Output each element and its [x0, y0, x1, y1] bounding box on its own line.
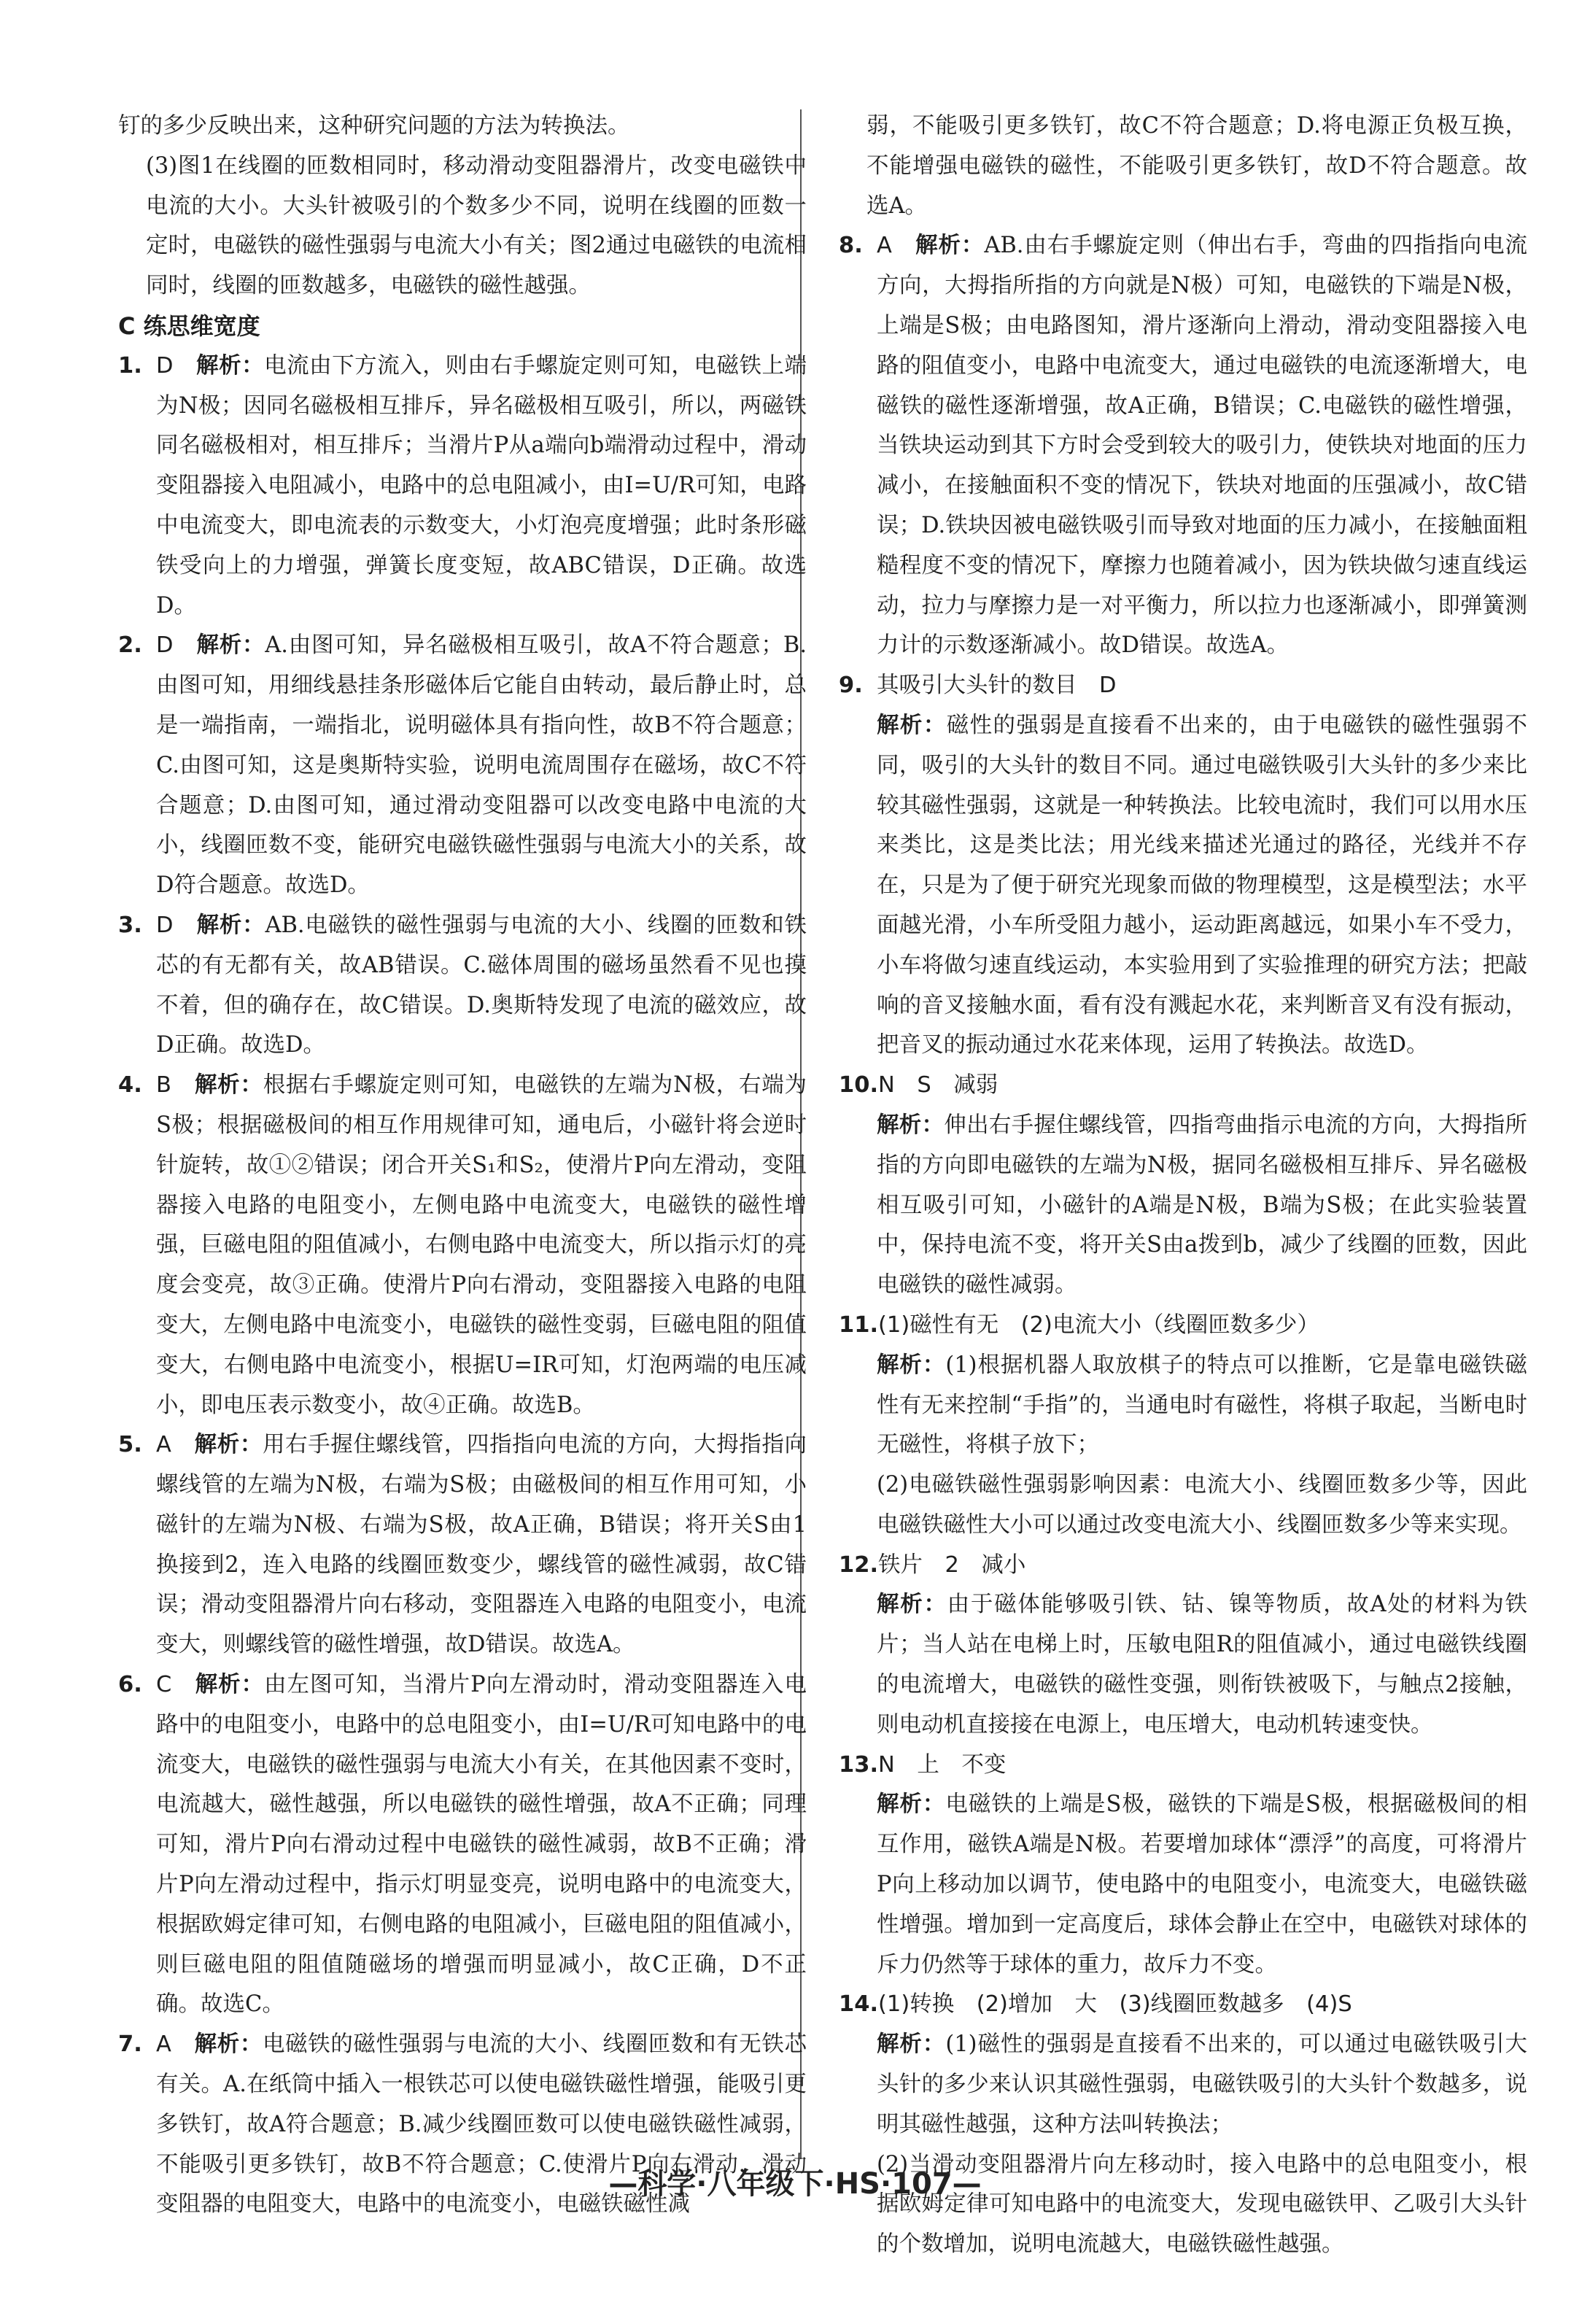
- analysis-text: (1)根据机器人取放棋子的特点可以推断，它是靠电磁铁磁性有无来控制“手指”的，当通电时有磁性，将棋子取起，当断电时无磁性，将棋子放下；: [877, 1352, 1528, 1458]
- question-12-analysis: [839, 1585, 1527, 1745]
- answer: A: [156, 1432, 171, 1458]
- question-11: [839, 1306, 1527, 1346]
- analysis-label: 解析：: [915, 233, 985, 259]
- analysis-label: 解析：: [196, 632, 265, 659]
- analysis-label: 解析：: [196, 352, 265, 379]
- analysis-text: 由于磁体能够吸引铁、钴、镍等物质，故A处的材料为铁片；当人站在电梯上时，压敏电阻R的阻值减小，通过电磁铁线圈的电流增大，电磁铁的磁性变强，则衔铁被吸下，与触点2接触，则电动机直接接在电源上，电压增大，电动机转速变快。: [877, 1592, 1528, 1738]
- right-intro: 弱，不能吸引更多铁钉，故C不符合题意；D.将电源正负极互换，不能增强电磁铁的磁性，不能吸引更多铁钉，故D不符合题意。故选A。: [866, 113, 1527, 219]
- question-number: 5.: [118, 1432, 142, 1458]
- question-10-analysis: [839, 1106, 1527, 1306]
- question-11-analysis-2: (2)电磁铁磁性强弱影响因素：电流大小、线圈匝数多少等，因此电磁铁磁性大小可以通过改变电流大小、线圈匝数多少等来实现。: [877, 1472, 1527, 1538]
- answer: A: [156, 2031, 171, 2058]
- answer: (1)转换 (2)增加 大 (3)线圈匝数越多 (4)S: [878, 1991, 1352, 2018]
- analysis-label: 解析：: [877, 1592, 947, 1618]
- answer: D: [156, 912, 174, 938]
- question-9-analysis: [839, 706, 1527, 1066]
- analysis-label: 解析：: [194, 2031, 263, 2058]
- question-number: 7.: [118, 2031, 142, 2058]
- question-2: [118, 626, 807, 906]
- answer: N S 减弱: [878, 1072, 998, 1099]
- left-intro-1: 钉的多少反映出来，这种研究问题的方法为转换法。: [118, 113, 630, 139]
- answer: 铁片 2 减小: [878, 1552, 1026, 1578]
- analysis-label: 解析：: [195, 1672, 265, 1698]
- question-13-analysis: [839, 1785, 1527, 1985]
- question-13: [839, 1746, 1527, 1786]
- analysis-text: 由左图可知，当滑片P向左滑动时，滑动变阻器连入电路中的电阻变小，电路中的总电阻变小，由I=U/R可知电路中的电流变大，电磁铁的磁性强弱与电流大小有关，在其他因素不变时，电流越大，磁性越强，所以电磁铁的磁性增强，故A不正确；同理可知，滑片P向右滑动过程中电磁铁的磁性减弱，故B不正确；滑片P向左滑动过程中，指示灯明显变亮，说明电路中的电流变大，根据欧姆定律可知，右侧电路的电阻减小，巨磁电阻的阻值减小，则巨磁电阻的阻值随磁场的增强而明显减小，故C正确，D不正确。故选C。: [156, 1672, 807, 2018]
- analysis-text: A.由图可知，异名磁极相互吸引，故A不符合题意；B.由图可知，用细线悬挂条形磁体后它能自由转动，最后静止时，总是一端指南，一端指北，说明磁体具有指向性，故B不符合题意；C.由图可知，这是奥斯特实验，说明电流周围存在磁场，故C不符合题意；D.由图可知，通过滑动变阻器可以改变电路中电流的大小，线圈匝数不变，能研究电磁铁磁性强弱与电流大小的关系，故D符合题意。故选D。: [156, 632, 807, 899]
- answer: 其吸引大头针的数目 D: [877, 673, 1117, 699]
- question-14-analysis: [839, 2025, 1527, 2145]
- question-9: [839, 666, 1527, 706]
- analysis-text: 电磁铁的上端是S极，磁铁的下端是S极，根据磁极间的相互作用，磁铁A端是N极。若要增加球体“漂浮”的高度，可将滑片P向上移动加以调节，使电路中的电阻变小，电流变大，电磁铁磁性增强。增加到一定高度后，球体会静止在空中，电磁铁对球体的斥力仍然等于球体的重力，故斥力不变。: [877, 1792, 1528, 1978]
- question-number: 8.: [839, 233, 863, 259]
- right-column: [839, 106, 1527, 2265]
- question-8: [839, 226, 1527, 666]
- question-11-analysis: [839, 1346, 1527, 1465]
- question-number: 13.: [839, 1751, 879, 1778]
- analysis-text: 电流由下方流入，则由右手螺旋定则可知，电磁铁上端为N极；因同名磁极相互排斥，异名磁极相互吸引，所以，两磁铁同名磁极相对，相互排斥；当滑片P从a端向b端滑动过程中，滑动变阻器接入电阻减小，电路中的总电阻减小，由I=U/R可知，电路中电流变大，即电流表的示数变大，小灯泡亮度增强；此时条形磁铁受向上的力增强，弹簧长度变短，故ABC错误，D正确。故选D。: [156, 352, 807, 619]
- question-6: [118, 1665, 807, 2025]
- analysis-text: 伸出右手握住螺线管，四指弯曲指示电流的方向，大拇指所指的方向即电磁铁的左端为N极，据同名磁极相互排斥、异名磁极相互吸引可知，小磁针的A端是N极，B端为S极；在此实验装置中，保持电流不变，将开关S由a拨到b，减少了线圈的匝数，因此电磁铁的磁性减弱。: [877, 1112, 1528, 1298]
- answer: C: [156, 1672, 172, 1698]
- question-number: 10.: [839, 1072, 879, 1099]
- question-number: 14.: [839, 1991, 879, 2018]
- analysis-text: 用右手握住螺线管，四指指向电流的方向，大拇指指向螺线管的左端为N极，右端为S极；由磁极间的相互作用可知，小磁针的左端为N极、右端为S极，故A正确，B错误；将开关S由1换接到2，连入电路的线圈匝数变少，螺线管的磁性减弱，故C错误；滑动变阻器滑片向右移动，变阻器连入电路的电阻变小，电流变大，则螺线管的磁性增强，故D错误。故选A。: [156, 1432, 807, 1658]
- answer: B: [156, 1072, 171, 1099]
- analysis-text: (1)磁性的强弱是直接看不出来的，可以通过电磁铁吸引大头针的多少来认识其磁性强弱，电磁铁吸引的大头针个数越多，说明其磁性越强，这种方法叫转换法；: [877, 2031, 1528, 2137]
- question-number: 9.: [839, 673, 863, 699]
- analysis-text: 电磁铁的磁性强弱与电流的大小、线圈匝数和有无铁芯有关。A.在纸筒中插入一根铁芯可以使电磁铁磁性增强，能吸引更多铁钉，故A符合题意；B.减少线圈匝数可以使电磁铁磁性减弱，不能吸引更多铁钉，故B不符合题意；C.使滑片P向右滑动，滑动变阻器的电阻变大，电路中的电流变小，电磁铁磁性减: [156, 2031, 807, 2218]
- question-number: 6.: [118, 1672, 142, 1698]
- question-number: 12.: [839, 1552, 879, 1578]
- question-10: [839, 1066, 1527, 1106]
- analysis-text: 磁性的强弱是直接看不出来的，由于电磁铁的磁性强弱不同，吸引的大头针的数目不同。通过电磁铁吸引大头针的多少来比较其磁性强弱，这就是一种转换法。比较电流时，我们可以用水压来类比，这是类比法；用光线来描述光通过的路径，光线并不存在，只是为了便于研究光现象而做的物理模型，这是模型法；水平面越光滑，小车所受阻力越小，运动距离越远，如果小车不受力，小车将做匀速直线运动，本实验用到了实验推理的研究方法；把敲响的音叉接触水面，看有没有溅起水花，来判断音叉有没有振动，把音叉的振动通过水花来体现，运用了转换法。故选D。: [877, 712, 1528, 1058]
- answer: N 上 不变: [878, 1751, 1007, 1778]
- question-5: [118, 1425, 807, 1665]
- analysis-label: 解析：: [196, 912, 265, 938]
- analysis-text: 根据右手螺旋定则可知，电磁铁的左端为N极，右端为S极；根据磁极间的相互作用规律可知，通电后，小磁针将会逆时针旋转，故①②错误；闭合开关S₁和S₂，使滑片P向左滑动，变阻器接入电路的电阻变小，左侧电路中电流变大，电磁铁的磁性增强，巨磁电阻的阻值减小，右侧电路中电流变大，所以指示灯的亮度会变亮，故③正确。使滑片P向右滑动，变阻器接入电路的电阻变大，左侧电路中电流变小，电磁铁的磁性变弱，巨磁电阻的阻值变大，右侧电路中电流变小，根据U=IR可知，灯泡两端的电压减小，即电压表示数变小，故④正确。故选B。: [156, 1072, 807, 1418]
- question-number: 2.: [118, 632, 142, 659]
- analysis-text: AB.电磁铁的磁性强弱与电流的大小、线圈的匝数和铁芯的有无都有关，故AB错误。C.磁体周围的磁场虽然看不见也摸不着，但的确存在，故C错误。D.奥斯特发现了电流的磁效应，故D正确。故选D。: [156, 912, 807, 1058]
- answer: D: [156, 632, 174, 659]
- question-number: 3.: [118, 912, 142, 938]
- page-footer: —科学·八年级下·HS·107—: [608, 2167, 982, 2201]
- question-4: [118, 1066, 807, 1425]
- answer: D: [156, 352, 174, 379]
- analysis-label: 解析：: [877, 2031, 946, 2058]
- question-14-analysis-2: (2)当滑动变阻器滑片向左移动时，接入电路中的总电阻变小，根据欧姆定律可知电路中的电流变大，发现电磁铁甲、乙吸引大头针的个数增加，说明电流越大，电磁铁磁性越强。: [877, 2151, 1527, 2258]
- analysis-label: 解析：: [194, 1072, 263, 1099]
- question-3: [118, 906, 807, 1066]
- analysis-text: AB.由右手螺旋定则（伸出右手，弯曲的四指指向电流方向，大拇指所指的方向就是N极）可知，电磁铁的下端是N极，上端是S极；由电路图知，滑片逐渐向上滑动，滑动变阻器接入电路的阻值变小，电路中电流变大，通过电磁铁的电流逐渐增大，电磁铁的磁性逐渐增强，故A正确，B错误；C.电磁铁的磁性增强，当铁块运动到其下方时会受到较大的吸引力，使铁块对地面的压力减小，在接触面积不变的情况下，铁块对地面的压强减小，故C错误；D.铁块因被电磁铁吸引而导致对地面的压力减小，在接触面粗糙程度不变的情况下，摩擦力也随着减小，因为铁块做匀速直线运动，拉力与摩擦力是一对平衡力，所以拉力也逐渐减小，即弹簧测力计的示数逐渐减小。故D错误。故选A。: [877, 233, 1528, 659]
- analysis-label: 解析：: [194, 1432, 263, 1458]
- question-number: 11.: [839, 1312, 879, 1338]
- question-12: [839, 1546, 1527, 1586]
- analysis-label: 解析：: [877, 1352, 946, 1378]
- question-1: [118, 346, 807, 627]
- section-title: C 练思维宽度: [118, 311, 260, 340]
- left-column: [118, 106, 807, 2225]
- left-intro-2: (3)图1在线圈的匝数相同时，移动滑动变阻器滑片，改变电磁铁中电流的大小。大头针被吸引的个数多少不同，说明在线圈的匝数一定时，电磁铁的磁性强弱与电流大小有关；图2通过电磁铁的电流相同时，线圈的匝数越多，电磁铁的磁性越强。: [146, 152, 807, 299]
- answer: (1)磁性有无 (2)电流大小（线圈匝数多少）: [878, 1312, 1319, 1338]
- question-number: 4.: [118, 1072, 142, 1099]
- analysis-label: 解析：: [877, 712, 947, 738]
- question-14: [839, 1985, 1527, 2025]
- answer: A: [877, 233, 892, 259]
- question-number: 1.: [118, 352, 142, 379]
- analysis-label: 解析：: [877, 1792, 946, 1818]
- analysis-label: 解析：: [877, 1112, 945, 1138]
